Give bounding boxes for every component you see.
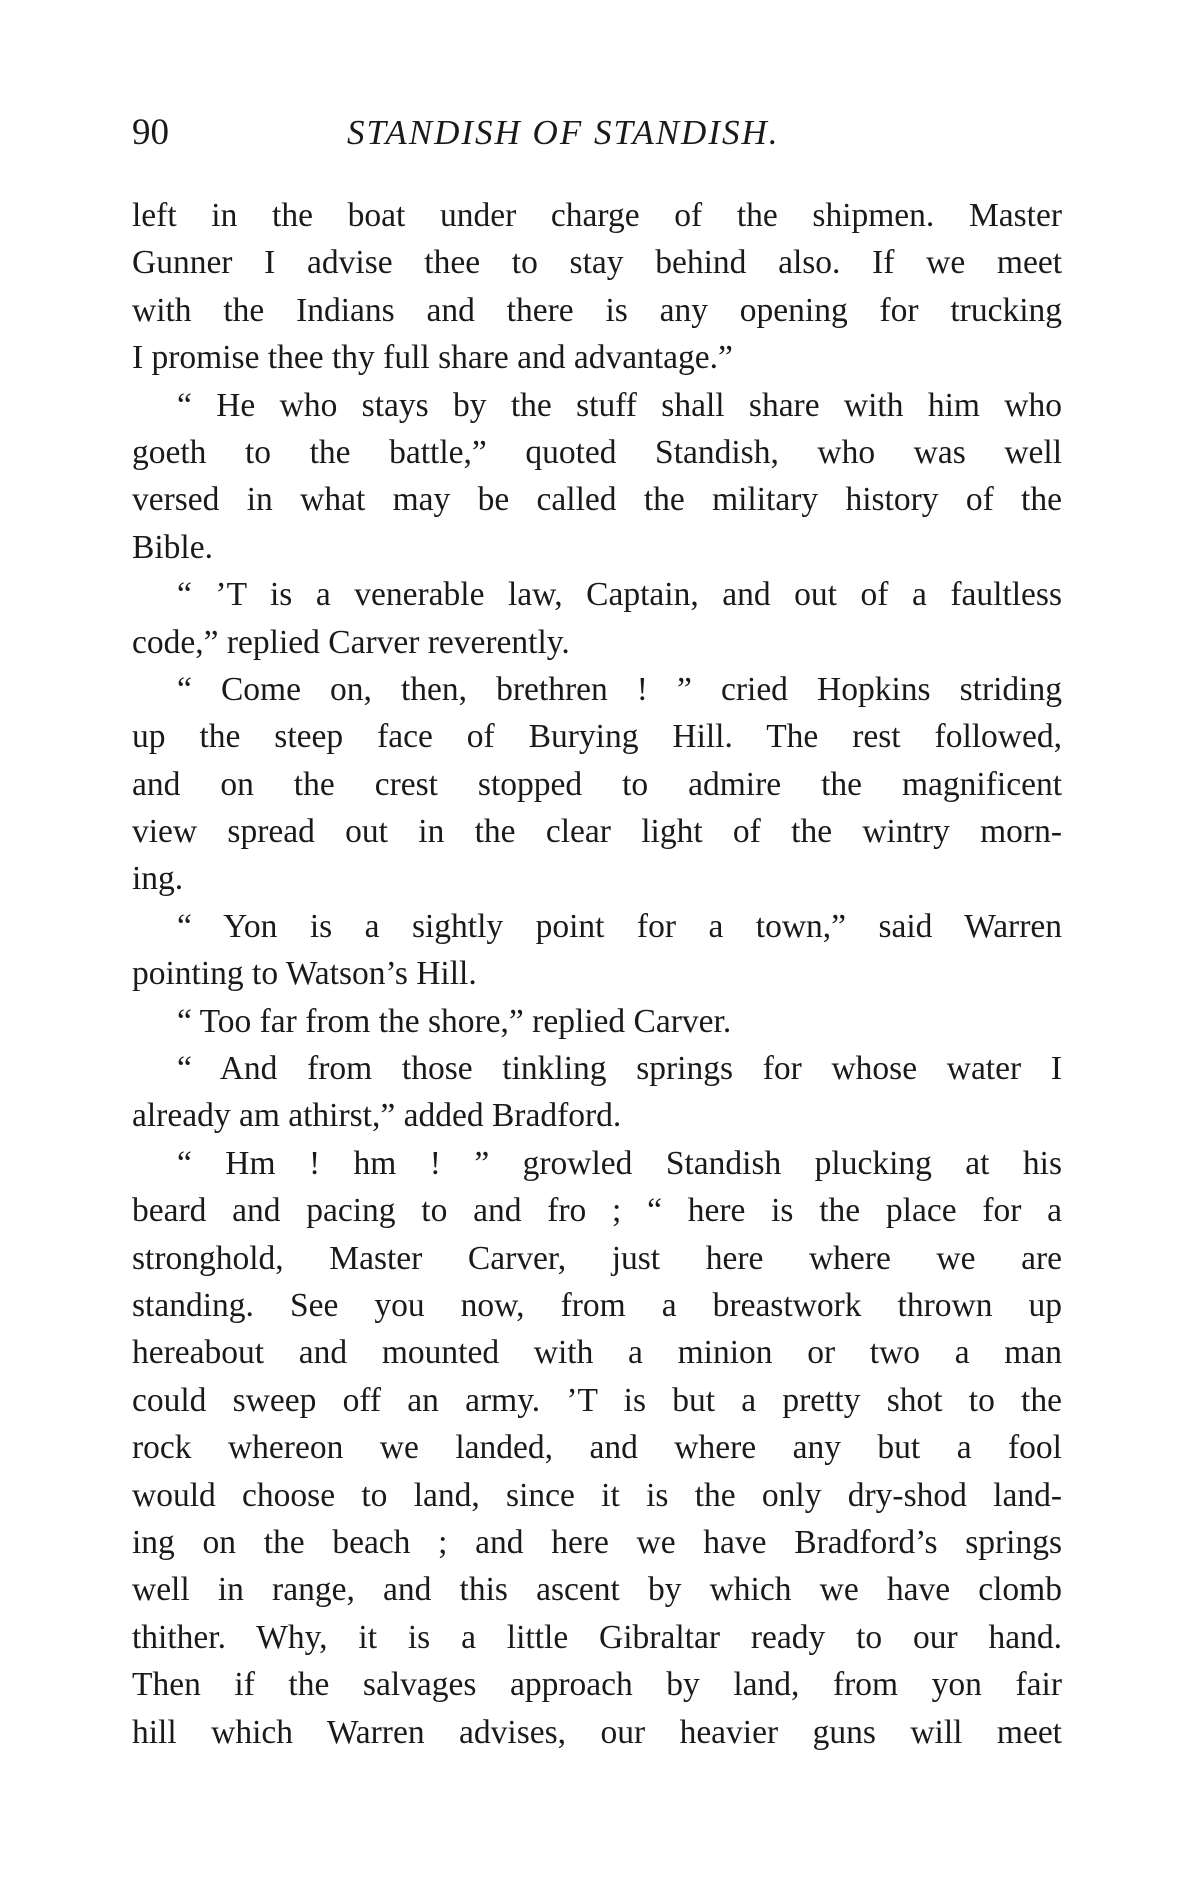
running-title: STANDISH OF STANDISH. — [347, 113, 780, 152]
text-line: goeth to the battle,” quoted Standish, who was well — [132, 433, 1062, 471]
text-line: ing on the beach ; and here we have Bradford’s springs — [132, 1523, 1062, 1561]
text-line: would choose to land, since it is the only dry-shod land- — [132, 1476, 1062, 1514]
text-line: and on the crest stopped to admire the magnificent — [132, 765, 1062, 803]
text-line: hill which Warren advises, our heavier guns will meet — [132, 1713, 1062, 1751]
text-line: rock whereon we landed, and where any but a fool — [132, 1429, 1062, 1467]
text-line: “ ’T is a venerable law, Captain, and out of a faultless — [177, 576, 1062, 614]
text-line: view spread out in the clear light of the wintry morn- — [132, 813, 1062, 851]
text-line: “ Yon is a sightly point for a town,” said Warren — [177, 907, 1062, 945]
text-line: beard and pacing to and fro ; “ here is the place for a — [132, 1192, 1062, 1230]
text-line: “ He who stays by the stuff shall share with him who — [177, 386, 1062, 424]
text-line: Gunner I advise thee to stay behind also. If we meet — [132, 244, 1062, 282]
text-line: standing. See you now, from a breastwork thrown up — [132, 1286, 1062, 1324]
text-line: with the Indians and there is any opening for trucking — [132, 291, 1062, 329]
text-line: versed in what may be called the military history of the — [132, 481, 1062, 519]
text-line: code,” replied Carver reverently. — [132, 623, 570, 661]
text-line: “ And from those tinkling springs for whose water I — [177, 1050, 1062, 1088]
text-line: stronghold, Master Carver, just here where we are — [132, 1239, 1062, 1277]
text-line: hereabout and mounted with a minion or two a man — [132, 1334, 1062, 1372]
text-line: “ Too far from the shore,” replied Carver. — [177, 1002, 732, 1040]
text-line: Then if the salvages approach by land, from yon fair — [132, 1666, 1062, 1704]
text-line: ing. — [132, 860, 184, 898]
text-line: “ Hm ! hm ! ” growled Standish plucking at his — [177, 1144, 1062, 1182]
page-header — [132, 108, 1062, 158]
text-line: could sweep off an army. ’T is but a pretty shot to the — [132, 1381, 1062, 1419]
text-line: left in the boat under charge of the shipmen. Master — [132, 197, 1062, 234]
text-line: Bible. — [132, 528, 213, 566]
text-line: I promise thee thy full share and advantage.” — [132, 339, 733, 377]
text-line: pointing to Watson’s Hill. — [132, 955, 477, 993]
body-text — [132, 192, 1062, 1756]
text-line: thither. Why, it is a little Gibraltar ready to our hand. — [132, 1618, 1062, 1656]
text-line: up the steep face of Burying Hill. The rest followed, — [132, 718, 1062, 756]
text-line: “ Come on, then, brethren ! ” cried Hopkins striding — [177, 670, 1062, 708]
text-line: already am athirst,” added Bradford. — [132, 1097, 622, 1135]
text-line: well in range, and this ascent by which we have clomb — [132, 1571, 1062, 1609]
page-number: 90 — [132, 112, 169, 153]
